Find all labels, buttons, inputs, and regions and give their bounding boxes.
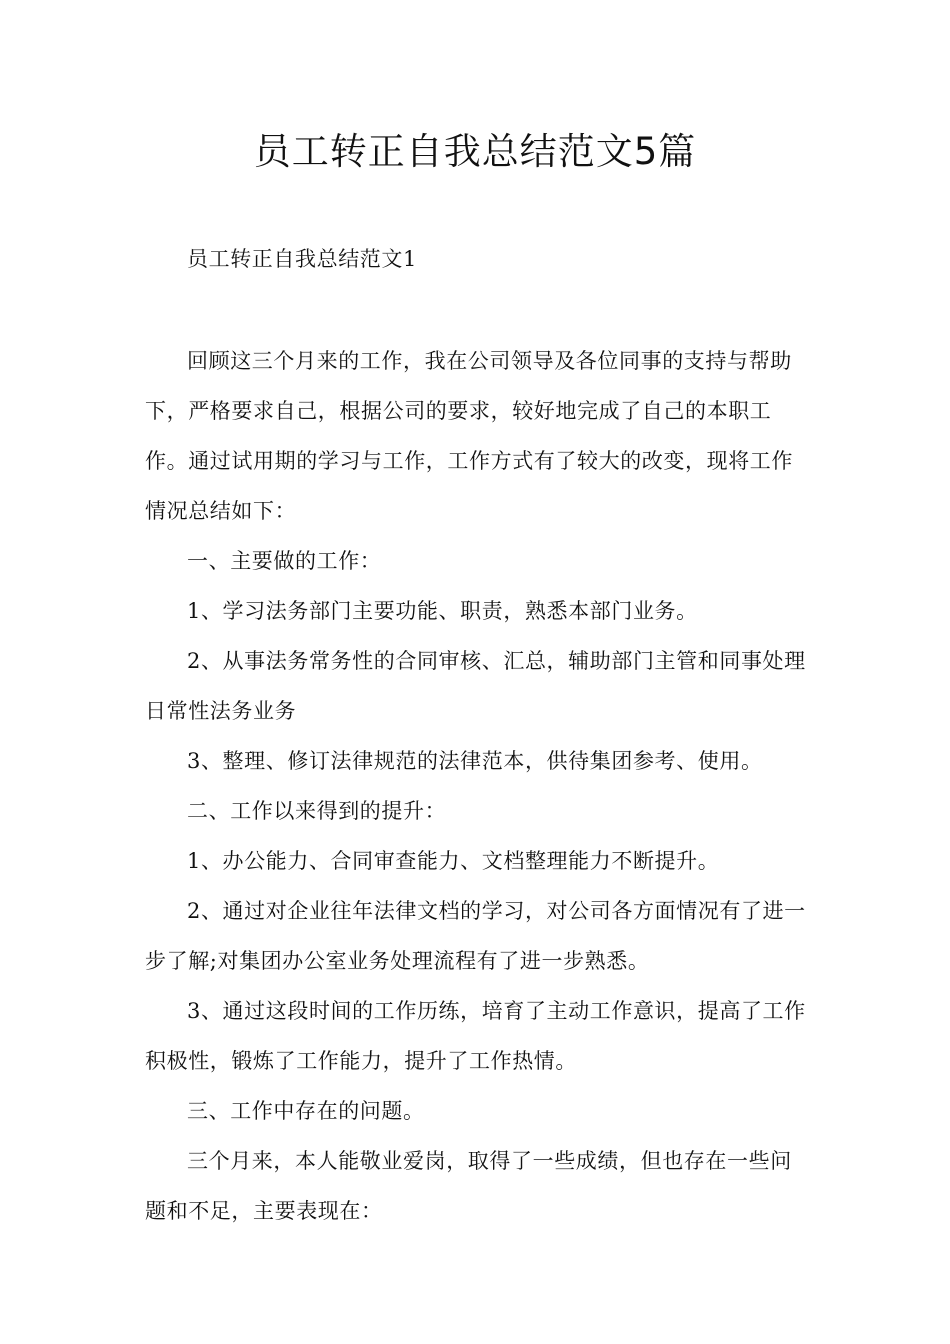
list-item: 2、通过对企业往年法律文档的学习，对公司各方面情况有了进一步了解;对集团办公室业务处理流程有了进一步熟悉。 [145, 899, 806, 973]
list-item: 1、办公能力、合同审查能力、文档整理能力不断提升。 [187, 849, 720, 873]
paragraph-intro: 回顾这三个月来的工作，我在公司领导及各位同事的支持与帮助下，严格要求自己，根据公司的要求，较好地完成了自己的本职工作。通过试用期的学习与工作，工作方式有了较大的改变，现将工作情况总结如下： [145, 349, 793, 523]
document-title: 员工转正自我总结范文5篇 [253, 130, 697, 173]
heading-main-work: 一、主要做的工作： [187, 549, 382, 573]
list-item: 2、从事法务常务性的合同审核、汇总，辅助部门主管和同事处理日常性法务业务 [145, 649, 806, 723]
section-subtitle: 员工转正自我总结范文1 [187, 247, 417, 271]
paragraph-problems: 三个月来，本人能敬业爱岗，取得了一些成绩，但也存在一些问题和不足，主要表现在： [145, 1149, 792, 1223]
document-body [145, 234, 809, 1236]
heading-problems: 三、工作中存在的问题。 [187, 1099, 425, 1123]
list-item: 3、整理、修订法律规范的法律范本，供待集团参考、使用。 [187, 749, 763, 773]
heading-improvements: 二、工作以来得到的提升： [187, 799, 447, 823]
list-item: 3、通过这段时间的工作历练，培育了主动工作意识，提高了工作积极性，锻炼了工作能力，提升了工作热情。 [145, 999, 806, 1073]
list-item: 1、学习法务部门主要功能、职责，熟悉本部门业务。 [187, 599, 698, 623]
